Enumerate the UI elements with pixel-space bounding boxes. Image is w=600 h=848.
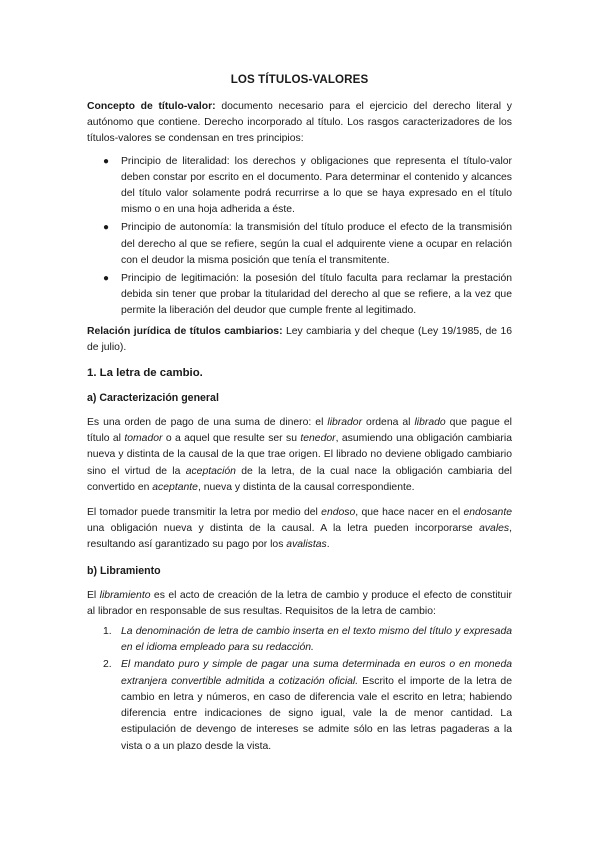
text-run: El	[87, 589, 100, 601]
text-run: , que hace nacer en el	[355, 507, 464, 519]
principle-text: Principio de legitimación: la posesión del título faculta para reclamar la prestación debida sin tener que probar la titularidad del derecho al que se refiere, a la vez que permite la liberación del deudor que cumple frente al legitimado.	[121, 273, 512, 317]
body-paragraph	[87, 505, 512, 554]
text-run: de la letra, de la cual nace la obligación cambiaria del convertido en	[87, 465, 512, 493]
concept-paragraph	[87, 99, 512, 148]
list-item	[87, 154, 512, 219]
text-run: , resultando así garantizado su pago por los	[87, 523, 512, 551]
requirement-italic: El mandato puro y simple de pagar una suma determinada en euros o en moneda extranjera convertible admitida a cotización oficial.	[121, 659, 512, 687]
italic-term: tenedor	[300, 433, 336, 445]
subsection-heading: b) Libramiento	[87, 564, 161, 577]
text-run: , asumiendo una obligación cambiaria nueva y distinta de la causal de la que trae origen. El librado no deviene obligado cambiario sino el virtud de la	[87, 433, 512, 477]
principle-text: Principio de literalidad: los derechos y obligaciones que representa el título-valor deben constar por escrito en el documento. Para determinar el contenido y alcances del título valor solamente podrá recurrirse a lo que se haya expresado en el título mismo o en una hoja adherida a éste.	[121, 155, 512, 216]
text-run: .	[326, 539, 330, 551]
requirements-list	[87, 624, 512, 755]
requirement-text: Escrito el importe de la letra de cambio en letra y números, en caso de diferencia vale el escrito en letra; habiendo diferencia entre indicaciones de signo igual, vale la de menor cantidad. La estipulación de devengo de intereses se admite sólo en las letras pagaderas a la vista o a un plazo desde la vista.	[121, 675, 512, 752]
list-item	[87, 657, 512, 754]
bullet-icon: ●	[103, 273, 110, 285]
italic-term: avalistas	[286, 539, 327, 551]
text-run: que pague el título al	[87, 417, 512, 445]
concept-text: documento necesario para el ejercicio del derecho literal y autónomo que contiene. Derecho incorporado al título. Los rasgos caracterizadores de los títulos-valores se condensan en tres principios:	[87, 101, 512, 145]
body-paragraph	[87, 415, 512, 496]
bullet-icon: ●	[103, 222, 110, 234]
relation-label: Relación jurídica de títulos cambiarios:	[87, 325, 283, 337]
text-run: es el acto de creación de la letra de cambio y produce el efecto de constituir al librador en responsable de sus resultas. Requisitos de la letra de cambio:	[87, 589, 512, 617]
italic-term: aceptación	[185, 465, 236, 477]
document-title: LOS TÍTULOS-VALORES	[230, 73, 369, 86]
list-item	[87, 271, 512, 320]
principles-list	[87, 154, 512, 320]
list-item	[87, 220, 512, 269]
relation-text: Ley cambiaria y del cheque (Ley 19/1985, de 16 de julio).	[87, 325, 512, 353]
text-run: , nueva y distinta de la causal correspondiente.	[197, 481, 415, 493]
text-run: Es una orden de pago de una suma de dinero: el	[87, 417, 328, 429]
italic-term: librador	[327, 417, 363, 429]
italic-term: librado	[414, 417, 446, 429]
list-number: 1.	[103, 626, 112, 638]
text-run: El tomador puede transmitir la letra por medio del	[87, 507, 322, 519]
subsection-heading: a) Caracterización general	[87, 392, 219, 405]
italic-term: endosante	[463, 507, 513, 519]
italic-term: libramiento	[99, 589, 151, 601]
list-number: 2.	[103, 659, 112, 671]
italic-term: endoso	[321, 507, 356, 519]
text-run: ordena al	[362, 417, 415, 429]
italic-term: tomador	[124, 433, 163, 445]
principle-text: Principio de autonomía: la transmisión del título produce el efecto de la transmisión del derecho al que se refiere, según la cual el adquirente viene a ocupar en relación con el deudor la misma posición que tenía el transmitente.	[121, 222, 512, 266]
italic-term: avales	[479, 523, 510, 535]
text-run: o a aquel que resulte ser su	[162, 433, 301, 445]
bullet-icon: ●	[103, 155, 110, 167]
body-paragraph	[87, 588, 512, 620]
concept-label: Concepto de título-valor:	[87, 101, 216, 112]
italic-term: aceptante	[152, 481, 198, 493]
section-heading: 1. La letra de cambio.	[87, 367, 203, 380]
requirement-italic: La denominación de letra de cambio inserta en el texto mismo del título y expresada en el idioma empleado para su redacción.	[121, 626, 512, 654]
list-item	[87, 624, 512, 656]
relation-paragraph	[87, 324, 512, 356]
text-run: una obligación nueva y distinta de la causal. A la letra pueden incorporarse	[87, 523, 480, 535]
